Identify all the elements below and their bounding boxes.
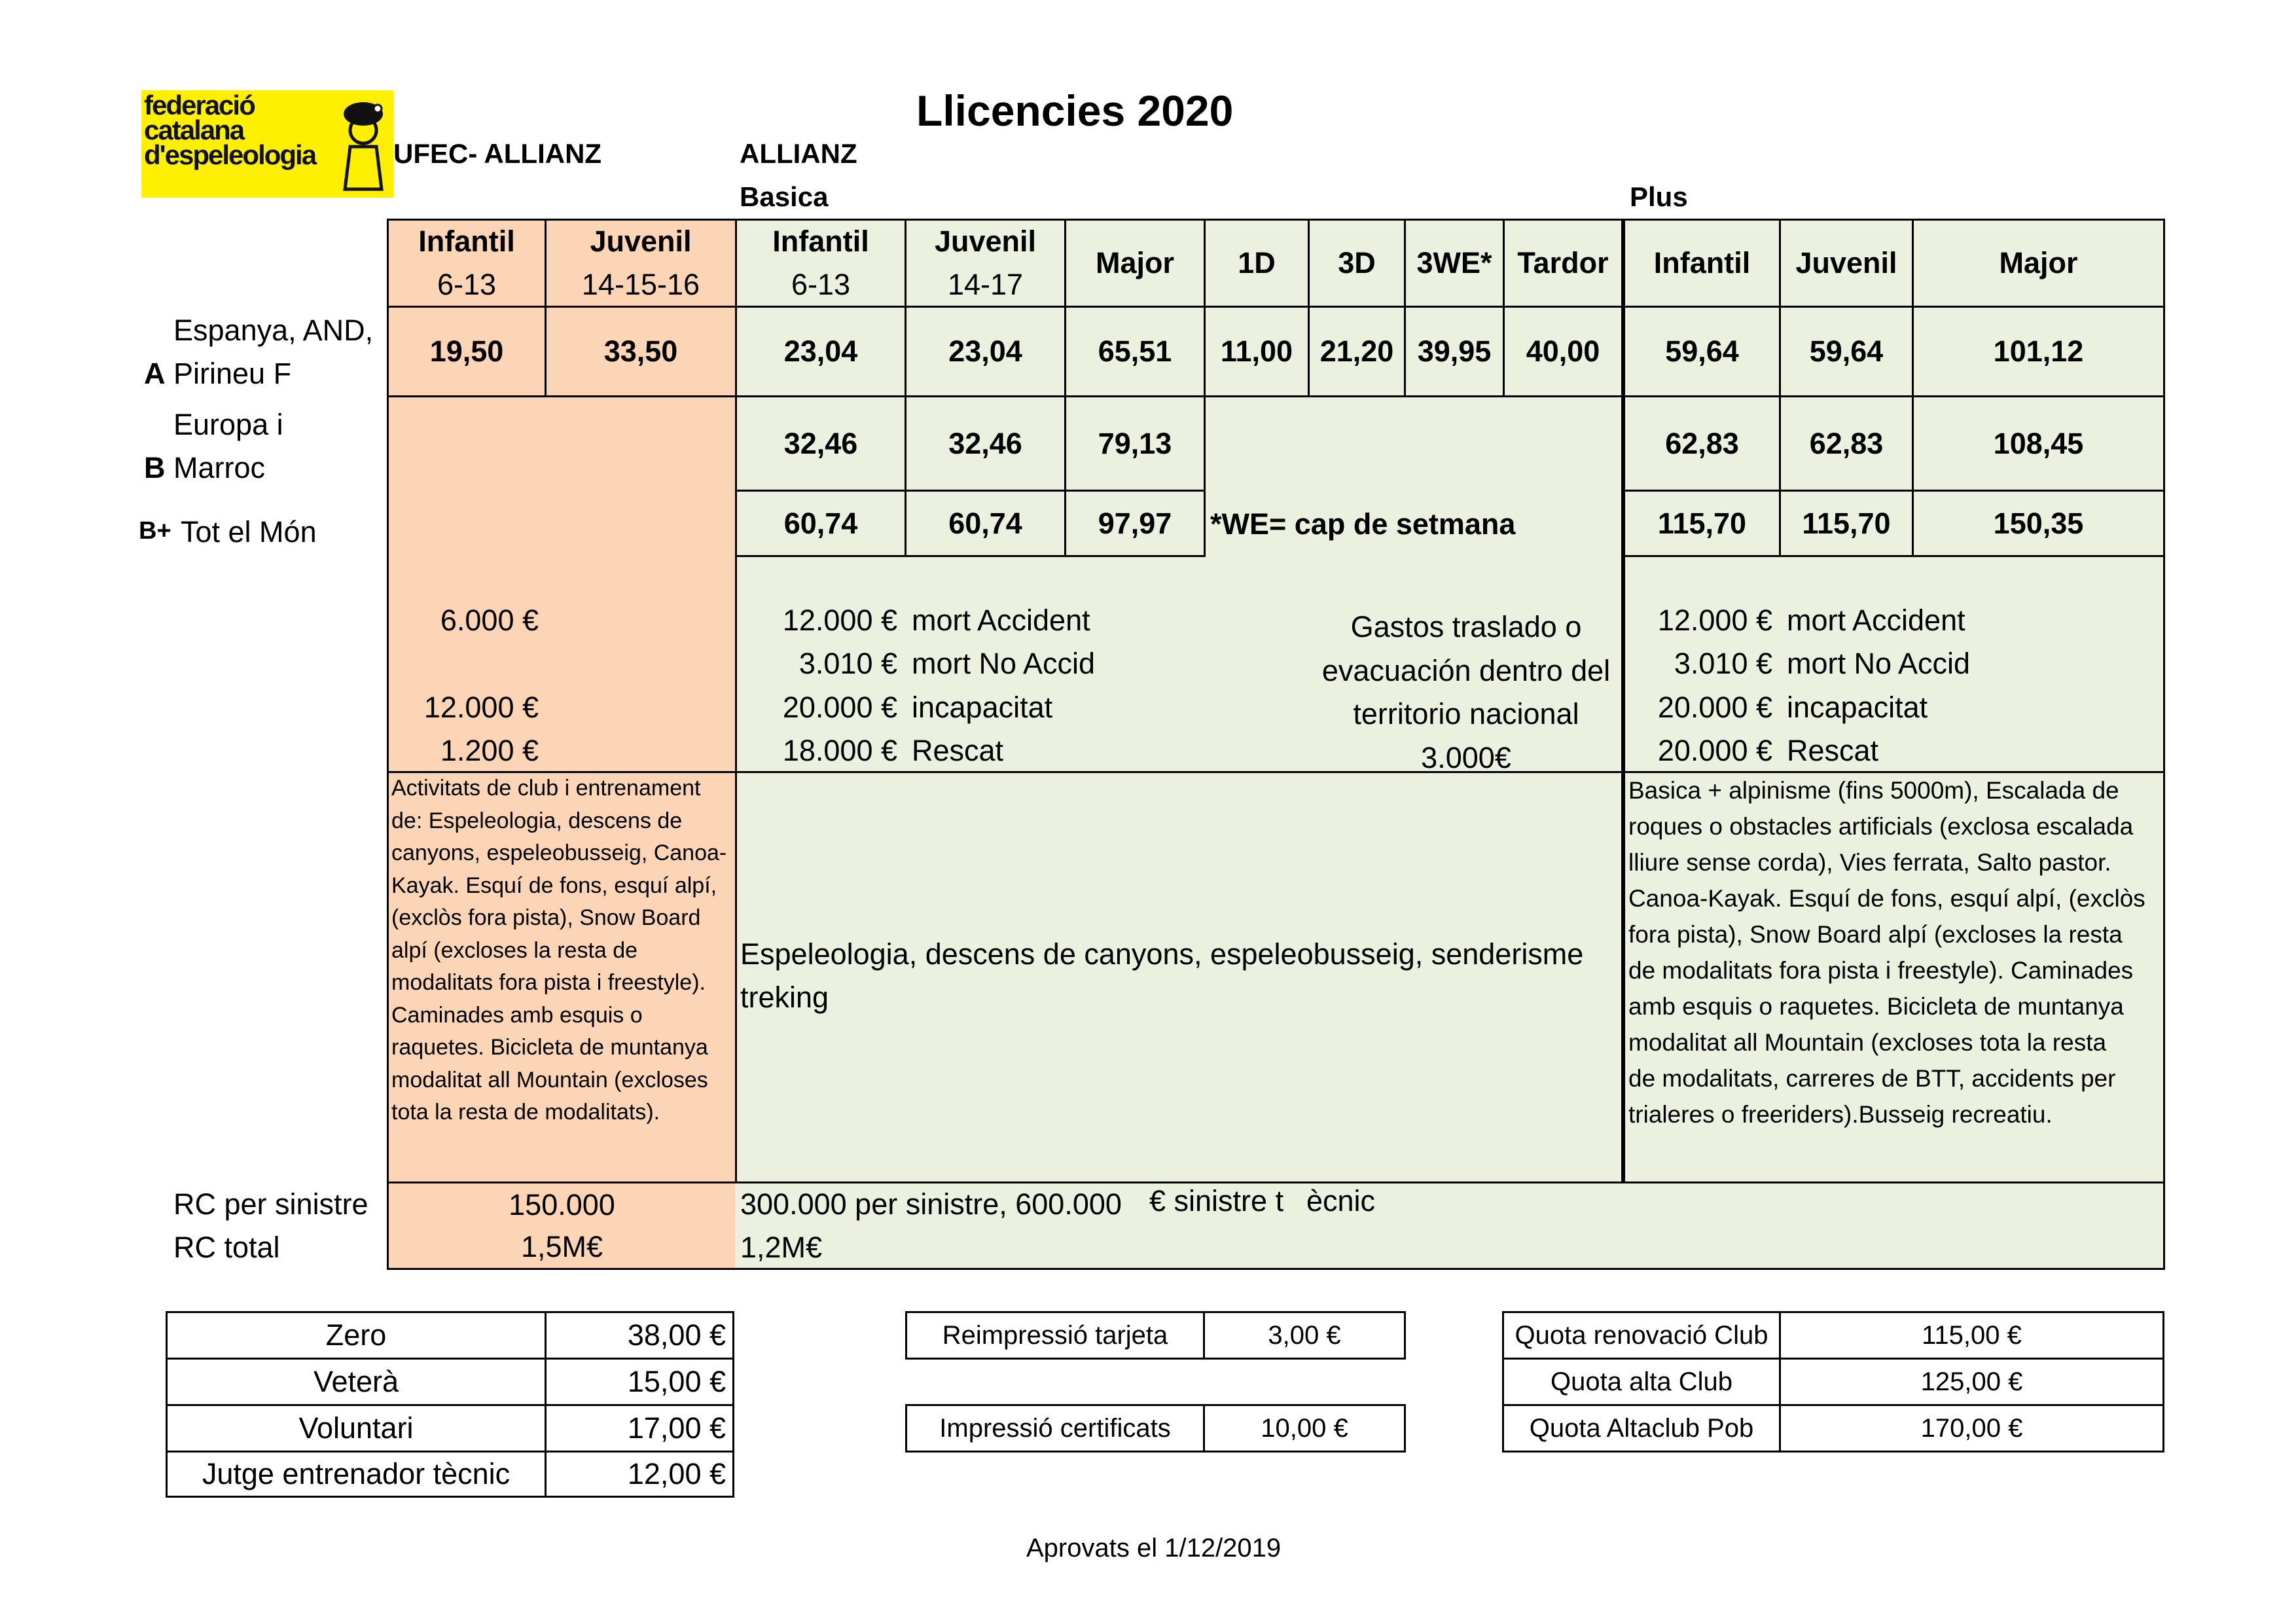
basica-insurance-label-2: mort No Accid: [912, 647, 1096, 680]
plus-insurance-label-2: mort No Accid: [1787, 647, 1971, 680]
basica-insurance-label-4: Rescat: [912, 734, 1004, 767]
table-line-row-bplus-bottom: [735, 555, 1204, 557]
approval-date: Aprovats el 1/12/2019: [1026, 1534, 1282, 1562]
row-a-tardor: 40,00: [1526, 334, 1600, 368]
plus-insurance-amount-3: 20.000 €: [1657, 691, 1772, 724]
row-bplus-basica-juvenil: 60,74: [948, 506, 1022, 540]
fee-renovacio-label: Quota renovació Club: [1515, 1320, 1768, 1350]
header-plus-major: Major: [1999, 246, 2078, 280]
fee-jutge-label: Jutge entrenador tècnic: [202, 1457, 511, 1490]
basica-insurance-label-1: mort Accident: [912, 604, 1090, 637]
row-a-plus-major: 101,12: [1993, 334, 2084, 368]
row-b-basica-major: 79,13: [1098, 426, 1172, 460]
table-line-bottom: [387, 1268, 2164, 1270]
caver-mascot-icon: [336, 94, 391, 192]
fee-zero-label: Zero: [325, 1318, 387, 1352]
rc-total-label: RC total: [173, 1231, 280, 1264]
header-3d: 3D: [1338, 246, 1376, 280]
basica-insurance-amount-2: 3.010 €: [798, 647, 897, 680]
rc-sinistre-label: RC per sinistre: [173, 1187, 368, 1221]
fee-renovacio-value: 115,00 €: [1922, 1320, 2022, 1350]
fee-reimpressio-label: Reimpressió tarjeta: [942, 1320, 1168, 1350]
fee-alta-value: 125,00 €: [1920, 1367, 2023, 1396]
row-b-plus-infantil: 62,83: [1665, 426, 1739, 460]
row-a-1d: 11,00: [1220, 334, 1293, 368]
ufec-insurance-3: 1.200 €: [440, 734, 539, 767]
header-1d: 1D: [1238, 246, 1276, 280]
table-line-row-bplus-plus-bottom: [1623, 555, 2164, 557]
row-a-label-line2: Pirineu F: [173, 357, 292, 390]
basica-insurance-amount-4: 18.000 €: [782, 734, 897, 767]
row-b-basica-infantil: 32,46: [783, 426, 858, 460]
row-bplus-label: Tot el Món: [181, 515, 317, 549]
header-basica-infantil: Infantil 6-13: [772, 225, 869, 301]
rc-ufec-sinistre: 150.000: [509, 1188, 615, 1221]
allianz-label: ALLIANZ: [740, 138, 857, 169]
rc-allianz-sinistre-tecnic-b: ècnic: [1306, 1184, 1376, 1218]
ufec-activities-text: Activitats de club i entrenament de: Espeleologia, descens de canyons, espeleobusseig, Canoa- Kayak. Esquí de fons, esquí alpí, (exclòs fora pista), Snow Board alpí (excloses la resta de modalitats fora pista i freestyle). Caminades amb esquis o raquetes. Bicicleta de muntanya modalitat all Mountain (excloses tota la resta de modalitats).: [391, 776, 727, 1125]
ufec-allianz-label: UFEC- ALLIANZ: [393, 138, 602, 169]
row-b-plus-major: 108,45: [1993, 426, 2084, 460]
basica-insurance-label-3: incapacitat: [912, 691, 1053, 724]
fee-vetera-value: 15,00 €: [627, 1365, 726, 1398]
row-a-basica-infantil: 23,04: [783, 334, 858, 368]
rc-allianz-sinistre: 300.000 per sinistre, 600.000: [740, 1187, 1122, 1221]
gastos-traslado-note: Gastos traslado o evacuación dentro del territorio nacional 3.000€: [1321, 610, 1611, 774]
rc-ufec-total: 1,5M€: [520, 1230, 603, 1263]
row-a-plus-infantil: 59,64: [1665, 334, 1739, 368]
row-a-basica-major: 65,51: [1098, 334, 1172, 368]
plus-activities-text: Basica + alpinisme (fins 5000m), Escalada de roques o obstacles artificials (exclosa escalada lliure sense corda), Vies ferrata, Salto pastor. Canoa-Kayak. Esquí de fons, esquí alpí, (exclòs fora pista), Snow Board alpí (excloses la resta de modalitats fora pista i freestyle). Caminades amb esquis o raquetes. Bicicleta de muntanya modalitat all Mountain (excloses tota la resta de modalitats, carreres de BTT, accidents per trialeres o freeriders).Busseig recreatiu.: [1628, 777, 2145, 1128]
row-a-basica-juvenil: 23,04: [948, 334, 1022, 368]
fee-zero-value: 38,00 €: [627, 1318, 726, 1352]
plus-label: Plus: [1630, 181, 1688, 212]
header-3we: 3WE*: [1416, 246, 1492, 280]
fee-voluntari-label: Voluntari: [298, 1411, 414, 1445]
plus-insurance-amount-1: 12.000 €: [1657, 604, 1772, 637]
basica-activities-text: Espeleologia, descens de canyons, espeleobusseig, senderisme treking: [740, 937, 1584, 1014]
row-bplus-letter: B+: [139, 517, 171, 545]
row-bplus-plus-major: 150,35: [1993, 506, 2084, 540]
row-bplus-basica-infantil: 60,74: [783, 506, 858, 540]
row-a-label-line1: Espanya, AND,: [173, 314, 374, 347]
plus-insurance-label-3: incapacitat: [1787, 691, 1928, 724]
basica-insurance-amount-3: 20.000 €: [782, 691, 897, 724]
row-b-label-line2: Marroc: [173, 451, 266, 484]
logo-text: federació catalana d'espeleologia: [144, 90, 316, 170]
row-b-label-line1: Europa i: [173, 408, 283, 441]
row-a-3d: 21,20: [1319, 334, 1394, 368]
fee-voluntari-value: 17,00 €: [627, 1411, 726, 1445]
header-ufec-infantil: Infantil 6-13: [418, 225, 515, 301]
row-b-letter: B: [144, 451, 166, 484]
plus-insurance-amount-2: 3.010 €: [1674, 647, 1772, 680]
ufec-insurance-2: 12.000 €: [423, 691, 539, 724]
fee-impressio-value: 10,00 €: [1261, 1413, 1348, 1443]
row-a-3we: 39,95: [1417, 334, 1492, 368]
row-b-basica-juvenil: 32,46: [948, 426, 1022, 460]
header-ufec-juvenil: Juvenil 14-15-16: [581, 225, 700, 301]
weekend-note: *WE= cap de setmana: [1210, 507, 1516, 541]
rc-allianz-total: 1,2M€: [740, 1231, 823, 1264]
basica-insurance-amount-1: 12.000 €: [782, 604, 897, 637]
row-b-plus-juvenil: 62,83: [1809, 426, 1884, 460]
fee-vetera-label: Veterà: [313, 1365, 399, 1398]
rc-allianz-sinistre-tecnic: € sinistre t: [1149, 1184, 1284, 1218]
plus-insurance-label-4: Rescat: [1787, 734, 1879, 767]
fee-altaclub-pob-label: Quota Altaclub Pob: [1529, 1413, 1754, 1443]
fee-alta-label: Quota alta Club: [1551, 1367, 1732, 1396]
header-plus-juvenil: Juvenil: [1795, 246, 1897, 280]
row-bplus-basica-major: 97,97: [1098, 506, 1172, 540]
page-title: Llicencies 2020: [916, 86, 1234, 135]
row-a-letter: A: [144, 357, 166, 390]
plus-insurance-amount-4: 20.000 €: [1657, 734, 1772, 767]
fee-impressio-label: Impressió certificats: [939, 1413, 1171, 1443]
plus-insurance-label-1: mort Accident: [1787, 604, 1965, 637]
row-a-ufec-infantil: 19,50: [429, 334, 504, 368]
row-a-ufec-juvenil: 33,50: [603, 334, 678, 368]
header-basica-juvenil: Juvenil 14-17: [934, 225, 1037, 301]
header-plus-infantil: Infantil: [1653, 246, 1751, 280]
ufec-insurance-1: 6.000 €: [440, 604, 539, 637]
header-tardor: Tardor: [1517, 246, 1609, 280]
table-line-right: [2163, 219, 2165, 1270]
row-a-plus-juvenil: 59,64: [1809, 334, 1884, 368]
row-bplus-plus-infantil: 115,70: [1657, 506, 1747, 540]
federation-logo: [141, 90, 393, 198]
header-basica-major: Major: [1095, 246, 1174, 280]
row-bplus-plus-juvenil: 115,70: [1802, 506, 1891, 540]
fee-reimpressio-value: 3,00 €: [1268, 1320, 1341, 1350]
fee-altaclub-pob-value: 170,00 €: [1920, 1413, 2023, 1443]
basica-label: Basica: [740, 181, 829, 212]
fee-jutge-value: 12,00 €: [627, 1457, 726, 1490]
